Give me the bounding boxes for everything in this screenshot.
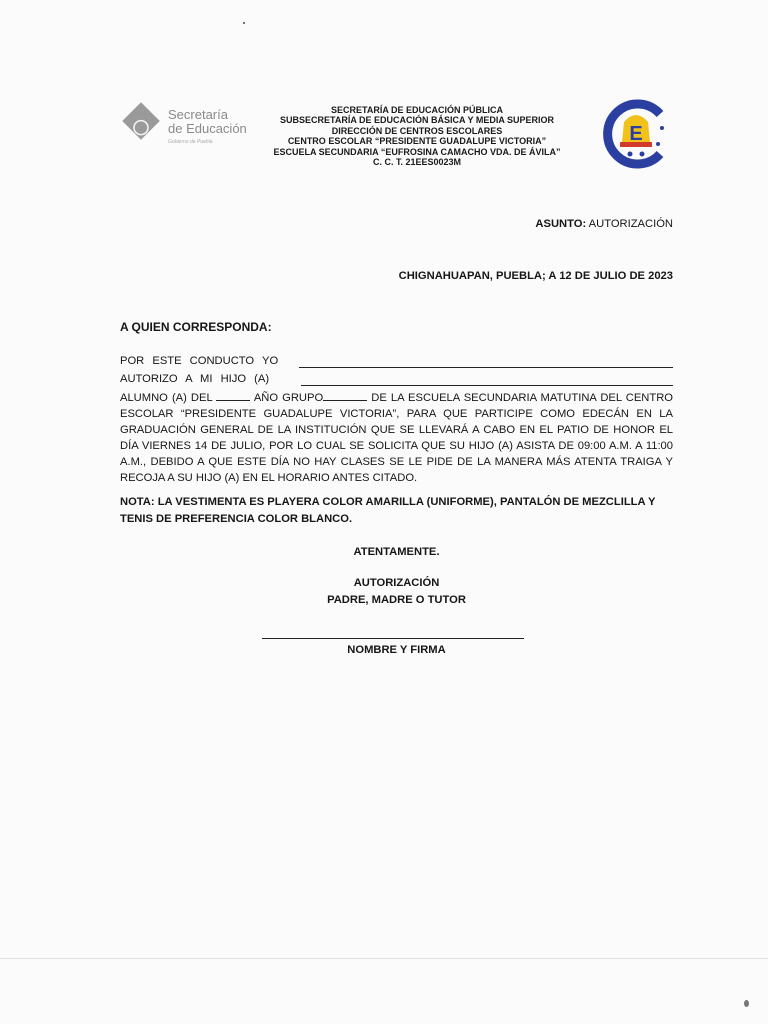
para-part-1: ALUMNO (A) DEL (120, 392, 217, 404)
parent-name-field[interactable] (299, 367, 673, 368)
grade-field[interactable] (216, 390, 250, 401)
parent-name-label: POR ESTE CONDUCTO YO (120, 355, 279, 367)
secretaria-educacion-logo (120, 100, 250, 152)
svg-text:E: E (629, 123, 643, 145)
dress-code-note: NOTA: LA VESTIMENTA ES PLAYERA COLOR AMARILLA (UNIFORME), PANTALÓN DE MEZCLILLA Y TENIS DE PREFERENCIA COLOR BLANCO. (120, 496, 656, 525)
scan-speck (243, 22, 245, 24)
letterhead (250, 105, 584, 167)
salutation: A QUIEN CORRESPONDA: (120, 320, 272, 334)
subject-line (535, 218, 673, 230)
child-name-row (120, 373, 673, 389)
authorization-title: AUTORIZACIÓN (353, 577, 440, 589)
scan-edge-divider (0, 958, 768, 959)
child-name-field[interactable] (301, 385, 673, 386)
child-name-label: AUTORIZO A MI HIJO (A) (120, 373, 270, 385)
letterhead-line: DIRECCIÓN DE CENTROS ESCOLARES (331, 125, 503, 136)
logo-word-gobierno: Gobierno de Puebla (168, 139, 213, 145)
letterhead-line: CENTRO ESCOLAR “PRESIDENTE GUADALUPE VICTORIA” (287, 136, 547, 147)
letterhead-line: C. C. T. 21EES0023M (372, 157, 462, 168)
place-and-date: CHIGNAHUAPAN, PUEBLA; A 12 DE JULIO DE 2023 (398, 270, 673, 282)
diamond-emblem-icon (122, 102, 160, 140)
scan-speck (744, 1000, 749, 1007)
signature-label: NOMBRE Y FIRMA (347, 644, 446, 656)
letterhead-line: SECRETARÍA DE EDUCACIÓN PÚBLICA (330, 105, 503, 115)
letterhead-line: SUBSECRETARÍA DE EDUCACIÓN BÁSICA Y MEDIA SUPERIOR (279, 115, 555, 126)
para-part-2: AÑO GRUPO (250, 392, 324, 404)
signature-field[interactable] (262, 638, 524, 639)
letterhead-line: ESCUELA SECUNDARIA “EUFROSINA CAMACHO VDA. DE ÁVILA” (273, 146, 561, 157)
group-field[interactable] (323, 390, 367, 401)
authorization-subtitle: PADRE, MADRE O TUTOR (327, 594, 466, 606)
closing: ATENTAMENTE. (353, 546, 440, 558)
subject-value: AUTORIZACIÓN (586, 218, 673, 230)
parent-name-row (120, 355, 673, 371)
subject-label: ASUNTO: (535, 218, 587, 230)
para-part-3: DE LA ESCUELA SECUNDARIA MATUTINA DEL CENTRO ESCOLAR “PRESIDENTE GUADALUPE VICTORIA”, PARA QUE PARTICIPE COMO EDECÁN EN LA GRADUACIÓN GENERAL DE LA INSTITUCIÓN QUE SE LLEVARÁ A CABO EN EL PATIO DE HONOR EL DÍA VIERNES 14 DE JULIO, POR LO CUAL SE SOLICITA QUE SU HIJO (A) ASISTA DE 09:00 A.M. A 11:00 A.M., DEBIDO A QUE ESTE DÍA NO HAY CLASES SE LE PIDE DE LA MANERA MÁS ATENTA TRAIGA Y RECOJA A SU HIJO (A) EN EL HORARIO ANTES CITADO. (120, 392, 673, 484)
logo-word-secretaria: Secretaría (168, 107, 228, 122)
authorization-paragraph (120, 390, 673, 486)
school-emblem-icon (600, 98, 672, 170)
logo-word-educacion: de Educación (168, 121, 247, 136)
